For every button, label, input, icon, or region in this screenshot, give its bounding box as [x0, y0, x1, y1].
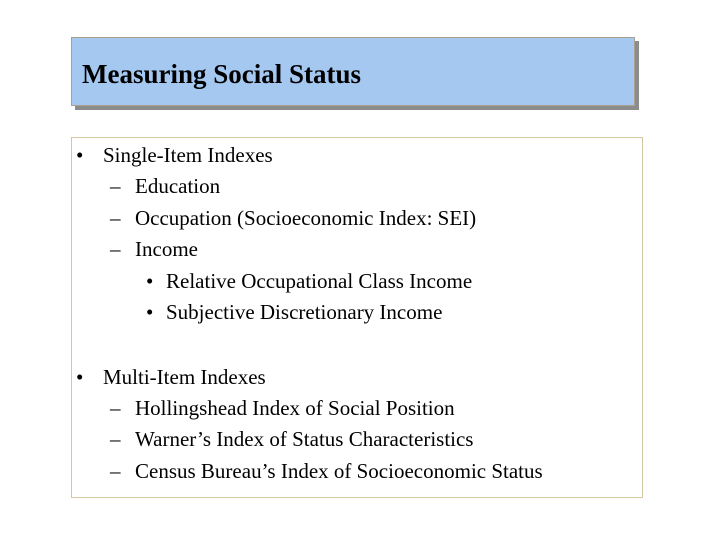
- dash-marker: –: [110, 459, 121, 483]
- list-item-text: Education: [135, 174, 221, 198]
- list-item-income: [110, 237, 198, 261]
- dash-marker: –: [110, 206, 121, 230]
- list-item-text: Occupation (Socioeconomic Index: SEI): [135, 206, 477, 230]
- section-heading-single-item: [76, 143, 273, 167]
- sub-item-relative-occupational: [146, 269, 472, 293]
- section-heading-multi-item: [76, 365, 266, 389]
- dash-marker: –: [110, 237, 121, 261]
- list-item-text: Warner’s Index of Status Characteristics: [135, 427, 474, 451]
- sub-item-text: Relative Occupational Class Income: [166, 269, 473, 293]
- bullet-marker: •: [146, 269, 154, 293]
- dash-marker: –: [110, 427, 121, 451]
- bullet-marker: •: [76, 365, 84, 389]
- list-item-occupation: [110, 206, 476, 230]
- bullet-marker: •: [76, 143, 84, 167]
- list-item-text: Hollingshead Index of Social Position: [135, 396, 455, 420]
- title-box: [71, 37, 635, 106]
- sub-item-subjective-discretionary: [146, 300, 442, 324]
- dash-marker: –: [110, 396, 121, 420]
- list-item-hollingshead: [110, 396, 455, 420]
- list-item-education: [110, 174, 220, 198]
- bullet-marker: •: [146, 300, 154, 324]
- dash-marker: –: [110, 174, 121, 198]
- list-item-warner: [110, 427, 473, 451]
- list-item-text: Income: [135, 237, 198, 261]
- sub-item-text: Subjective Discretionary Income: [166, 300, 443, 324]
- list-item-census-bureau: [110, 459, 543, 483]
- section-heading-text: Multi-Item Indexes: [103, 365, 266, 389]
- section-heading-text: Single-Item Indexes: [103, 143, 273, 167]
- list-item-text: Census Bureau’s Index of Socioeconomic Status: [135, 459, 543, 483]
- slide-title: Measuring Social Status: [82, 59, 362, 89]
